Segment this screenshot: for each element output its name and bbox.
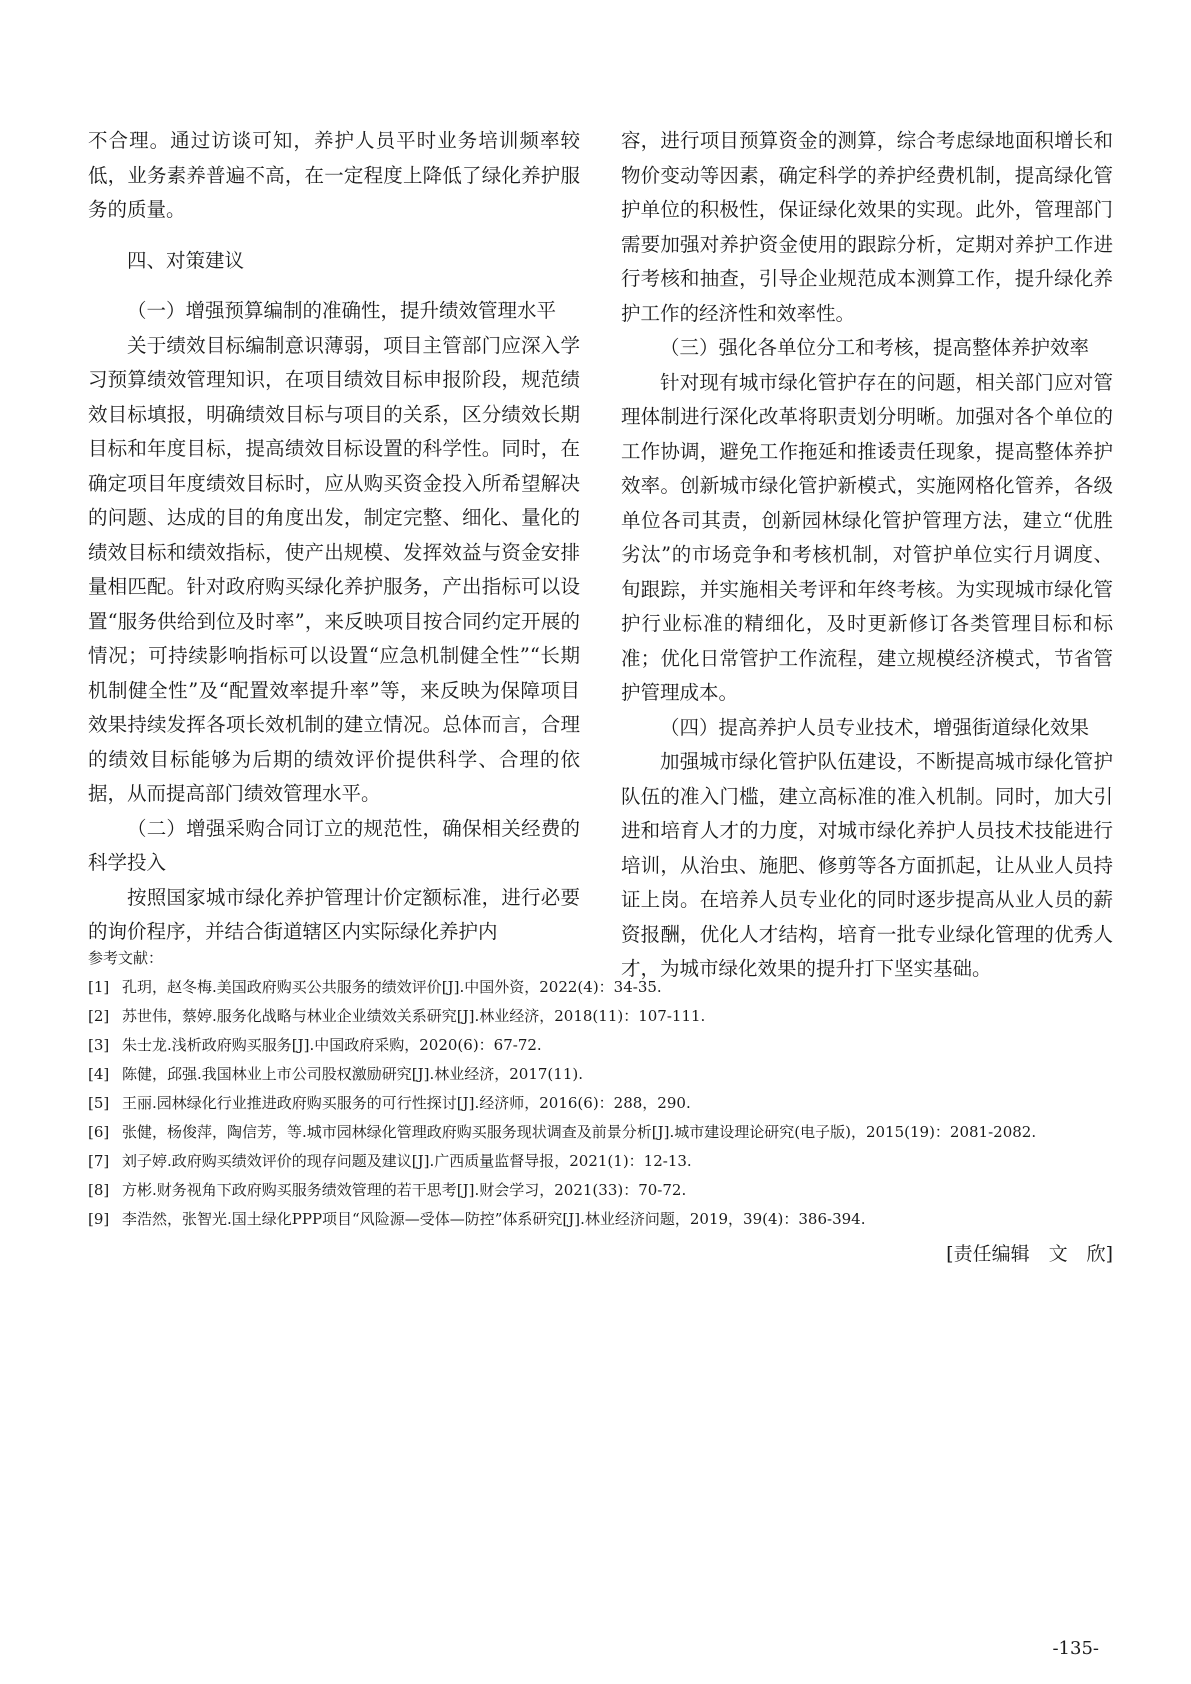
reference-item — [88, 1060, 1113, 1089]
subsection-heading: （二）增强采购合同订立的规范性，确保相关经费的科学投入 — [88, 816, 580, 874]
reference-item — [88, 1147, 1113, 1176]
right-column — [621, 124, 1113, 980]
subsection-heading: （四）提高养护人员专业技术，增强街道绿化效果 — [660, 715, 1090, 739]
reference-text: 孔玥，赵冬梅.美国政府购买公共服务的绩效评价[J].中国外资，2022(4)：34-35. — [122, 978, 662, 996]
left-column — [88, 124, 580, 943]
subsection-heading: （三）强化各单位分工和考核，提高整体养护效率 — [660, 336, 1090, 359]
paragraph: 针对现有城市绿化管护存在的问题，相关部门应对管理体制进行深化改革将职责划分明晰。加强对各个单位的工作协调，避免工作拖延和推诿责任现象，提高整体养护效率。创新城市绿化管护新模式，实施网格化管养，各级单位各司其责，创新园林绿化管护管理方法，建立“优胜劣汰”的市场竞争和考核机制，对管护单位实行月调度、旬跟踪，并实施相关考评和年终考核。为实现城市绿化管护行业标准的精细化，及时更新修订各类管理目标和标准；优化日常管护工作流程，建立规模经济模式，节省管护管理成本。 — [621, 370, 1113, 704]
reference-item — [88, 1031, 1113, 1060]
responsible-editor: [责任编辑 文 欣] — [946, 1243, 1113, 1265]
reference-text: 方彬.财务视角下政府购买服务绩效管理的若干思考[J].财会学习，2021(33)：70-72. — [122, 1181, 687, 1199]
paragraph: 加强城市绿化管护队伍建设，不断提高城市绿化管护队伍的准入门槛，建立高标准的准入机制。同时，加大引进和培育人才的力度，对城市绿化养护人员技术技能进行培训，从治虫、施肥、修剪等各方面抓起，让从业人员持证上岗。在培养人员专业化的同时逐步提高从业人员的薪资报酬，优化人才结构，培育一批专业绿化管理的优秀人才，为城市绿化效果的提升打下坚实基础。 — [621, 750, 1113, 980]
paragraph: 容，进行项目预算资金的测算，综合考虑绿地面积增长和物价变动等因素，确定科学的养护经费机制，提高绿化管护单位的积极性，保证绿化效果的实现。此外，管理部门需要加强对养护资金使用的跟踪分析，定期对养护工作进行考核和抽查，引导企业规范成本测算工作，提升绿化养护工作的经济性和效率性。 — [621, 129, 1113, 325]
reference-text: 王丽.园林绿化行业推进政府购买服务的可行性探讨[J].经济师，2016(6)：288，290. — [122, 1094, 691, 1112]
reference-item — [88, 973, 1113, 1002]
page-number: -135- — [1052, 1638, 1099, 1659]
reference-item — [88, 1176, 1113, 1205]
reference-number: [7] — [88, 1152, 110, 1170]
section-heading: 四、对策建议 — [127, 248, 245, 272]
paragraph: 按照国家城市绿化养护管理计价定额标准，进行必要的询价程序，并结合街道辖区内实际绿化养护内 — [88, 885, 580, 943]
reference-number: [2] — [88, 1007, 110, 1025]
references-title: 参考文献： — [88, 949, 164, 967]
reference-item — [88, 1089, 1113, 1118]
reference-text: 苏世伟，蔡婷.服务化战略与林业企业绩效关系研究[J].林业经济，2018(11)：107-111. — [122, 1007, 706, 1025]
reference-text: 朱士龙.浅析政府购买服务[J].中国政府采购，2020(6)：67-72. — [122, 1036, 542, 1054]
reference-number: [3] — [88, 1036, 110, 1054]
paragraph: 不合理。通过访谈可知，养护人员平时业务培训频率较低，业务素养普遍不高，在一定程度上降低了绿化养护服务的质量。 — [88, 129, 580, 221]
reference-item — [88, 1205, 1113, 1234]
reference-text: 李浩然，张智光.国土绿化PPP项目“风险源—受体—防控”体系研究[J].林业经济问题，2019，39(4)：386-394. — [122, 1210, 866, 1228]
subsection-heading: （一）增强预算编制的准确性，提升绩效管理水平 — [127, 299, 557, 322]
reference-item — [88, 1002, 1113, 1031]
reference-text: 刘子婷.政府购买绩效评价的现存问题及建议[J].广西质量监督导报，2021(1)：12-13. — [122, 1152, 692, 1170]
reference-number: [9] — [88, 1210, 110, 1228]
reference-item — [88, 1118, 1113, 1147]
paragraph: 关于绩效目标编制意识薄弱，项目主管部门应深入学习预算绩效管理知识，在项目绩效目标申报阶段，规范绩效目标填报，明确绩效目标与项目的关系，区分绩效长期目标和年度目标，提高绩效目标设置的科学性。同时，在确定项目年度绩效目标时，应从购买资金投入所希望解决的问题、达成的目的角度出发，制定完整、细化、量化的绩效目标和绩效指标，使产出规模、发挥效益与资金安排量相匹配。针对政府购买绿化养护服务，产出指标可以设置“服务供给到位及时率”，来反映项目按合同约定开展的情况；可持续影响指标可以设置“应急机制健全性”“长期机制健全性”及“配置效率提升率”等，来反映为保障项目效果持续发挥各项长效机制的建立情况。总体而言，合理的绩效目标能够为后期的绩效评价提供科学、合理的依据，从而提高部门绩效管理水平。 — [88, 333, 580, 805]
reference-number: [8] — [88, 1181, 110, 1199]
reference-text: 张健，杨俊萍，陶信芳，等.城市园林绿化管理政府购买服务现状调查及前景分析[J].城市建设理论研究(电子版)，2015(19)：2081-2082. — [122, 1123, 1037, 1141]
reference-number: [5] — [88, 1094, 110, 1112]
reference-number: [6] — [88, 1123, 110, 1141]
reference-text: 陈健，邱强.我国林业上市公司股权激励研究[J].林业经济，2017(11). — [122, 1065, 583, 1083]
reference-number: [4] — [88, 1065, 110, 1083]
references — [88, 944, 1113, 1269]
reference-number: [1] — [88, 978, 110, 996]
